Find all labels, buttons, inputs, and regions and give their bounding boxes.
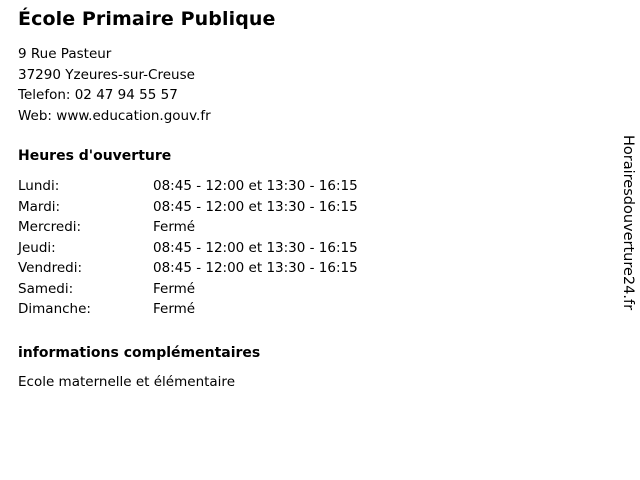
- day-hours: Fermé: [153, 301, 196, 317]
- day-label: Vendredi:: [18, 260, 83, 276]
- table-row: [18, 219, 358, 240]
- listing-content: [18, 8, 578, 391]
- brand-watermark: Horairesdouverture24.fr: [620, 135, 636, 311]
- address-street: 9 Rue Pasteur: [18, 46, 112, 62]
- additional-info-text: Ecole maternelle et élémentaire: [18, 373, 235, 390]
- opening-hours-heading: Heures d'ouverture: [18, 148, 172, 164]
- day-hours: Fermé: [153, 280, 196, 297]
- day-label: Dimanche:: [18, 301, 91, 317]
- day-hours: 08:45 - 12:00 et 13:30 - 16:15: [153, 178, 358, 194]
- day-label: Mardi:: [18, 198, 61, 215]
- day-label: Mercredi:: [18, 219, 82, 235]
- address-city: 37290 Yzeures-sur-Creuse: [18, 66, 195, 83]
- day-hours: 08:45 - 12:00 et 13:30 - 16:15: [153, 260, 358, 276]
- day-label: Lundi:: [18, 178, 60, 194]
- table-row: [18, 301, 358, 322]
- table-row: [18, 240, 358, 261]
- day-hours: 08:45 - 12:00 et 13:30 - 16:15: [153, 198, 358, 215]
- page-title: École Primaire Publique: [18, 8, 276, 30]
- table-row: [18, 199, 358, 220]
- table-row: [18, 178, 358, 199]
- day-hours: Fermé: [153, 219, 196, 235]
- day-hours: 08:45 - 12:00 et 13:30 - 16:15: [153, 239, 358, 256]
- additional-info-heading: informations complémentaires: [18, 344, 261, 361]
- phone-number: Telefon: 02 47 94 55 57: [18, 87, 178, 103]
- day-label: Samedi:: [18, 280, 74, 297]
- table-row: [18, 260, 358, 281]
- website-url: Web: www.education.gouv.fr: [18, 107, 211, 124]
- table-row: [18, 281, 358, 302]
- opening-hours-table: [18, 178, 358, 322]
- day-label: Jeudi:: [18, 239, 56, 256]
